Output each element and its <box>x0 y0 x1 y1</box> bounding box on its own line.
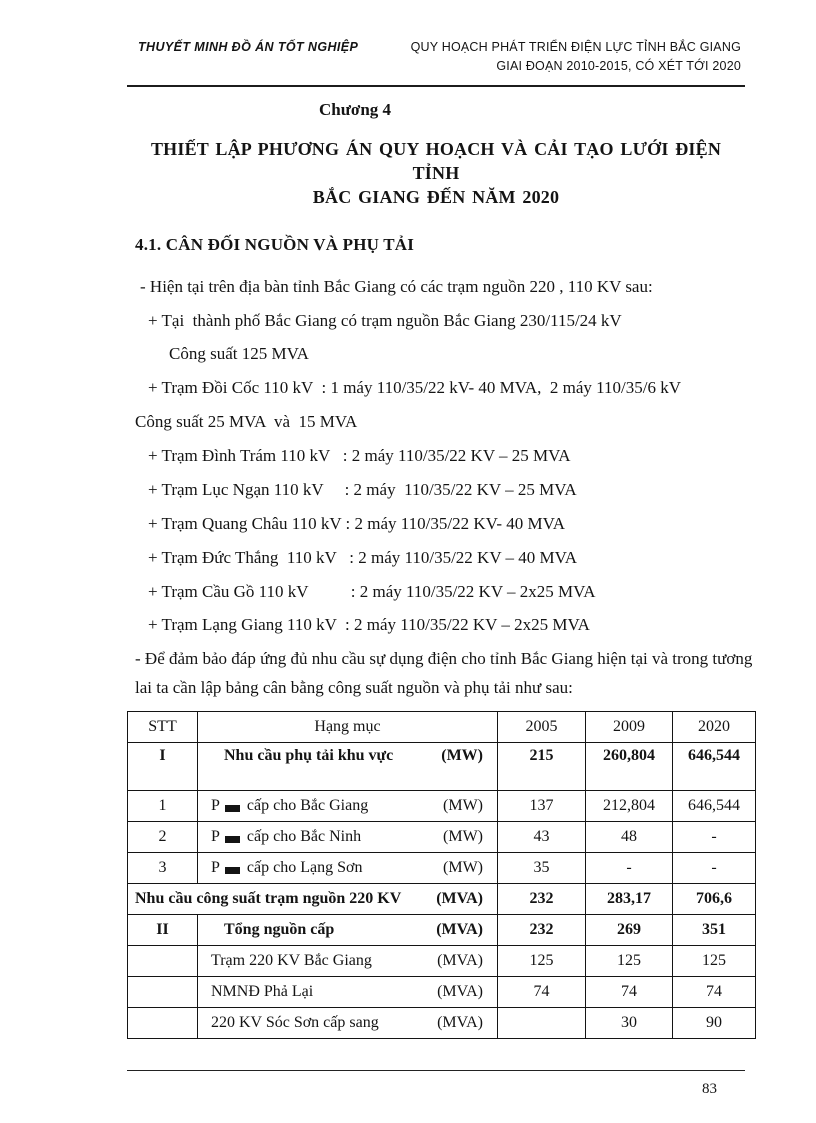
stt-cell <box>128 1008 198 1039</box>
value-cell: 137 <box>498 791 586 822</box>
item-cell <box>198 743 498 791</box>
pmax-symbol: P <box>211 828 220 846</box>
paragraph: - Để đảm bảo đáp ứng đủ nhu cầu sự dụng điện cho tỉnh Bắc Giang hiện tại và trong tương lai ta cần lập bảng cân bằng công suất nguồn và phụ tải như sau: <box>135 649 757 697</box>
header-left-title: THUYẾT MINH ĐỒ ÁN TỐT NGHIỆP <box>138 40 359 54</box>
value-cell: 232 <box>498 884 586 915</box>
item-label: Trạm 220 KV Bắc Giang <box>211 952 372 970</box>
value-cell: 35 <box>498 853 586 884</box>
item-label: NMNĐ Phả Lại <box>211 983 314 1001</box>
chapter-title <box>127 137 745 210</box>
paragraph: + Trạm Cầu Gồ 110 kV : 2 máy 110/35/22 KV – 2x25 MVA <box>148 581 596 601</box>
value-cell: 646,544 <box>673 791 756 822</box>
value-cell: 706,6 <box>673 884 756 915</box>
column-header: 2005 <box>498 712 586 743</box>
value-cell: 125 <box>498 946 586 977</box>
item-flex <box>202 747 493 765</box>
paragraph: Công suất 25 MVA và 15 MVA <box>135 412 358 432</box>
body-paragraphs <box>135 273 760 702</box>
item-cell <box>198 853 498 884</box>
footer-rule <box>127 1070 745 1071</box>
item-cell <box>198 822 498 853</box>
stt-cell: 3 <box>128 853 198 884</box>
column-header: 2009 <box>586 712 673 743</box>
unit-label: (MW) <box>441 747 483 765</box>
value-cell: 90 <box>673 1008 756 1039</box>
paragraph: + Trạm Đình Trám 110 kV : 2 máy 110/35/22 KV – 25 MVA <box>148 446 571 466</box>
item-flex <box>132 890 493 908</box>
stt-cell <box>128 946 198 977</box>
pmax-symbol: P <box>211 797 220 815</box>
value-cell: 74 <box>498 977 586 1008</box>
pmax-subscript-blob <box>225 805 240 812</box>
item-flex <box>202 952 493 970</box>
item-cell <box>128 884 498 915</box>
table-row <box>128 946 756 977</box>
value-cell: 260,804 <box>586 743 673 791</box>
paragraph: - Hiện tại trên địa bàn tỉnh Bắc Giang có các trạm nguồn 220 , 110 KV sau: <box>140 276 653 296</box>
item-cell <box>198 946 498 977</box>
value-cell: 125 <box>586 946 673 977</box>
unit-label: (MVA) <box>436 921 483 939</box>
column-header: 2020 <box>673 712 756 743</box>
value-cell: 74 <box>586 977 673 1008</box>
value-cell <box>498 1008 586 1039</box>
column-header: Hạng mục <box>198 712 498 743</box>
table-row <box>128 977 756 1008</box>
paragraph: + Trạm Quang Châu 110 kV : 2 máy 110/35/22 KV- 40 MVA <box>148 513 565 533</box>
item-label <box>211 797 368 815</box>
table-row <box>128 853 756 884</box>
table-row <box>128 915 756 946</box>
item-text: cấp cho Bắc Ninh <box>246 828 362 846</box>
header-rule <box>127 85 745 87</box>
unit-label: (MW) <box>443 797 483 815</box>
power-balance-table <box>127 711 756 1039</box>
stt-cell <box>128 977 198 1008</box>
value-cell: 232 <box>498 915 586 946</box>
item-flex <box>202 859 493 877</box>
value-cell: 43 <box>498 822 586 853</box>
item-cell <box>198 1008 498 1039</box>
pmax-symbol: P <box>211 859 220 877</box>
paragraph: + Trạm Đồi Cốc 110 kV : 1 máy 110/35/22 kV- 40 MVA, 2 máy 110/35/6 kV <box>148 378 681 398</box>
value-cell: 30 <box>586 1008 673 1039</box>
item-flex <box>202 828 493 846</box>
header-right-line2: GIAI ĐOẠN 2010-2015, CÓ XÉT TỚI 2020 <box>496 59 741 74</box>
stt-cell: II <box>128 915 198 946</box>
item-label <box>211 828 361 846</box>
header-right-title <box>411 38 741 77</box>
table-row <box>128 1008 756 1039</box>
paragraph: + Trạm Đức Thắng 110 kV : 2 máy 110/35/22 KV – 40 MVA <box>148 547 578 567</box>
table-header-row <box>128 712 756 743</box>
unit-label: (MW) <box>443 859 483 877</box>
unit-label: (MVA) <box>437 983 483 1001</box>
value-cell: - <box>673 853 756 884</box>
chapter-title-line1: THIẾT LẬP PHƯƠNG ÁN QUY HOẠCH VÀ CẢI TẠO LƯỚI ĐIỆN TỈNH <box>150 138 722 184</box>
value-cell: 351 <box>673 915 756 946</box>
item-cell <box>198 791 498 822</box>
unit-label: (MVA) <box>437 952 483 970</box>
value-cell: - <box>586 853 673 884</box>
value-cell: 646,544 <box>673 743 756 791</box>
column-header: STT <box>128 712 198 743</box>
paragraph: + Tại thành phố Bắc Giang có trạm nguồn Bắc Giang 230/115/24 kV <box>148 310 622 330</box>
item-flex <box>202 1014 493 1032</box>
item-label: 220 KV Sóc Sơn cấp sang <box>211 1014 379 1032</box>
chapter-label: Chương 4 <box>318 99 392 119</box>
page-number: 83 <box>702 1081 717 1098</box>
value-cell: 48 <box>586 822 673 853</box>
item-label: Nhu cầu công suất trạm nguồn 220 KV <box>135 890 402 908</box>
running-header <box>0 0 816 77</box>
item-flex <box>202 921 493 939</box>
section-title: 4.1. CÂN ĐỐI NGUỒN VÀ PHỤ TẢI <box>135 234 415 254</box>
item-flex <box>202 983 493 1001</box>
item-text: cấp cho Lạng Sơn <box>246 859 363 877</box>
item-cell <box>198 977 498 1008</box>
item-label: Nhu cầu phụ tải khu vực <box>224 747 394 765</box>
item-label <box>211 859 362 877</box>
value-cell: 212,804 <box>586 791 673 822</box>
unit-label: (MW) <box>443 828 483 846</box>
unit-label: (MVA) <box>436 890 483 908</box>
value-cell: - <box>673 822 756 853</box>
paragraph: + Trạm Lục Ngạn 110 kV : 2 máy 110/35/22 KV – 25 MVA <box>148 479 577 499</box>
table-row <box>128 791 756 822</box>
value-cell: 215 <box>498 743 586 791</box>
value-cell: 283,17 <box>586 884 673 915</box>
paragraph: + Trạm Lạng Giang 110 kV : 2 máy 110/35/22 KV – 2x25 MVA <box>148 615 590 635</box>
value-cell: 74 <box>673 977 756 1008</box>
stt-cell: 1 <box>128 791 198 822</box>
value-cell: 269 <box>586 915 673 946</box>
stt-cell: 2 <box>128 822 198 853</box>
stt-cell: I <box>128 743 198 791</box>
unit-label: (MVA) <box>437 1014 483 1032</box>
pmax-subscript-blob <box>225 836 240 843</box>
item-cell <box>198 915 498 946</box>
header-right-line1: QUY HOẠCH PHÁT TRIỂN ĐIỆN LỰC TỈNH BẮC GIANG <box>410 40 741 54</box>
item-text: cấp cho Bắc Giang <box>246 797 369 815</box>
value-cell: 125 <box>673 946 756 977</box>
table-row <box>128 822 756 853</box>
paragraph: Công suất 125 MVA <box>169 344 309 364</box>
item-label: Tổng nguồn cấp <box>224 921 335 939</box>
table-row <box>128 884 756 915</box>
item-flex <box>202 797 493 815</box>
table-row <box>128 743 756 791</box>
pmax-subscript-blob <box>225 867 240 874</box>
chapter-title-line2: BẮC GIANG ĐẾN NĂM 2020 <box>312 187 560 208</box>
